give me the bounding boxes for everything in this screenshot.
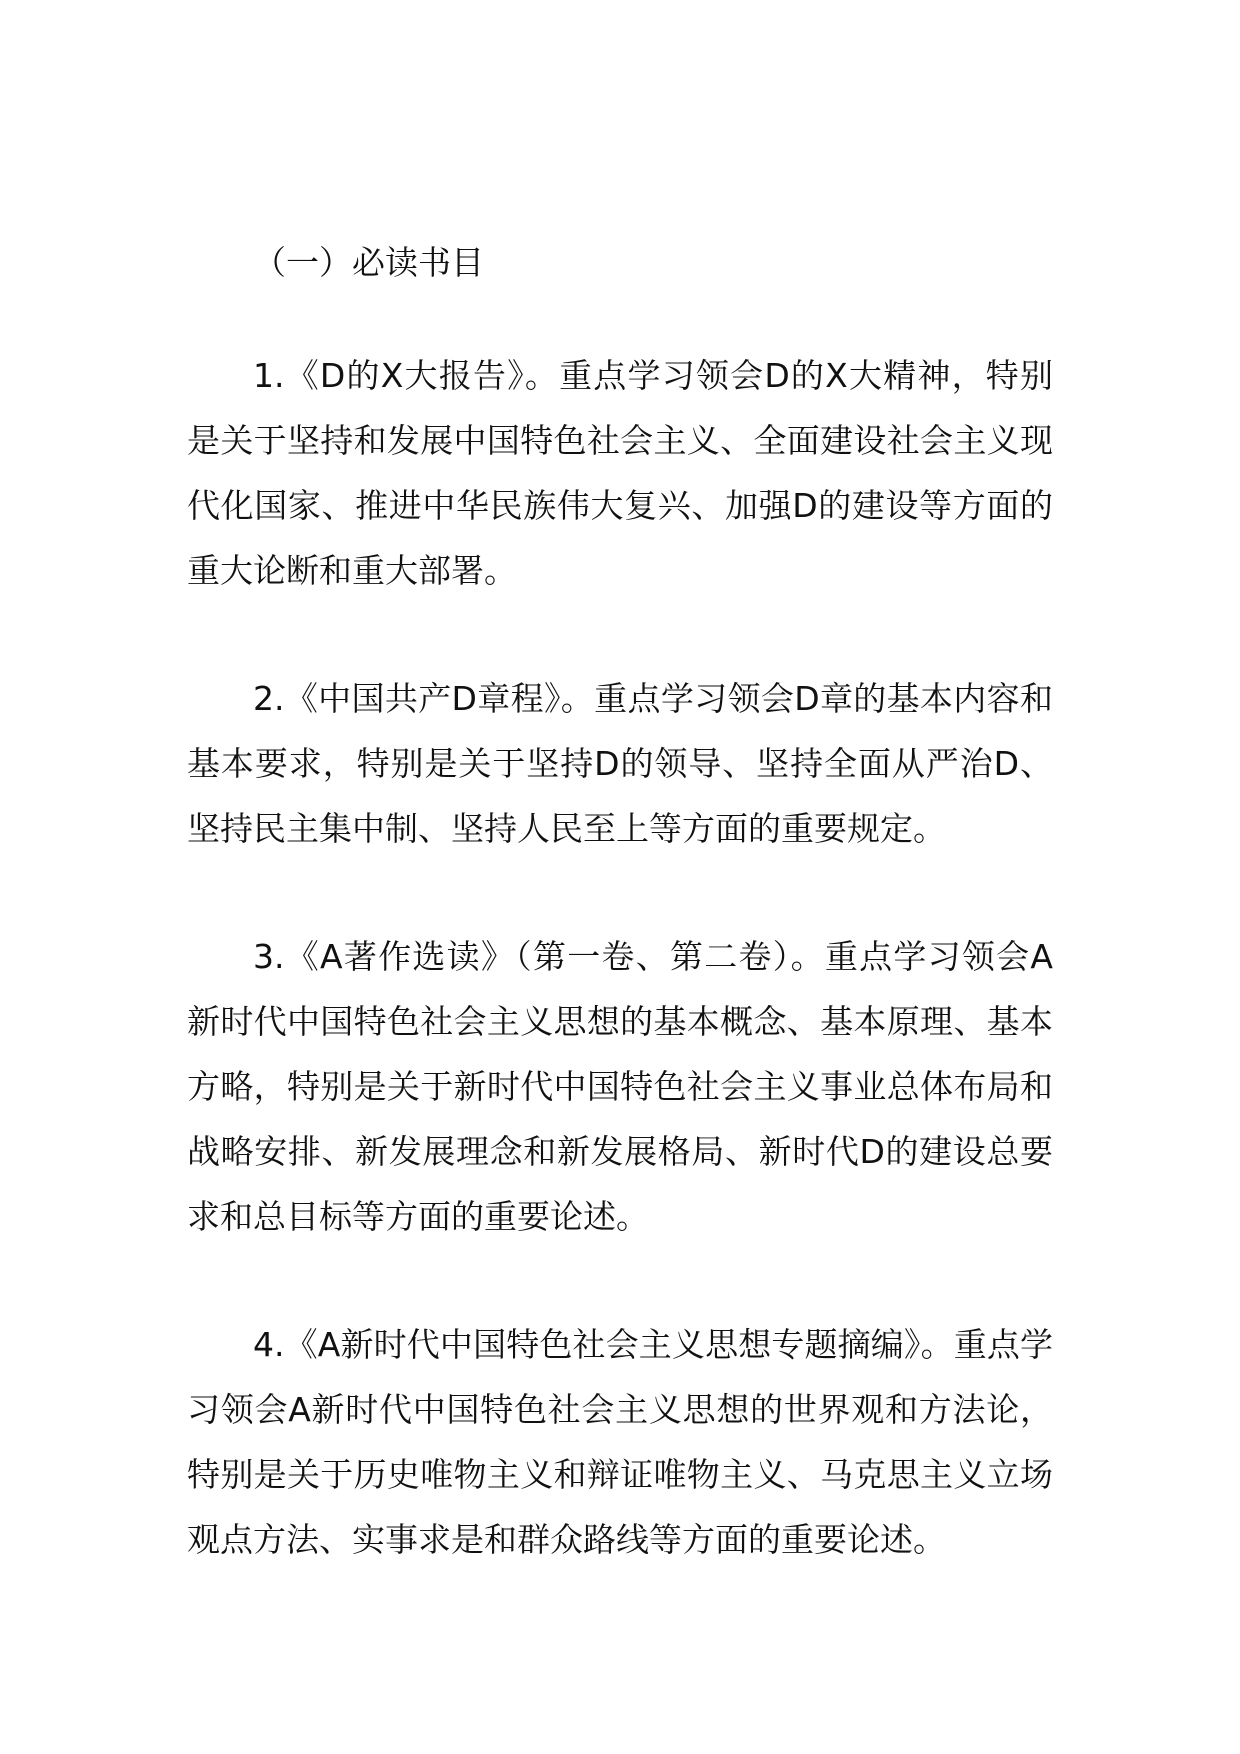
paragraph-item-1: 1.《D的X大报告》。重点学习领会D的X大精神，特别是关于坚持和发展中国特色社会主义、全面建设社会主义现代化国家、推进中华民族伟大复兴、加强D的建设等方面的重大论断和重大部署。 [187, 356, 1053, 590]
paragraph-item-4: 4.《A新时代中国特色社会主义思想专题摘编》。重点学习领会A新时代中国特色社会主义思想的世界观和方法论，特别是关于历史唯物主义和辩证唯物主义、马克思主义立场观点方法、实事求是和群众路线等方面的重要论述。 [187, 1325, 1053, 1559]
paragraph-item-2: 2.《中国共产D章程》。重点学习领会D章的基本内容和基本要求，特别是关于坚持D的领导、坚持全面从严治D、坚持民主集中制、坚持人民至上等方面的重要规定。 [187, 679, 1053, 848]
section-heading: （一）必读书目 [253, 243, 484, 282]
document-body [187, 230, 1053, 1572]
paragraph-item-3: 3.《A著作选读》（第一卷、第二卷）。重点学习领会A新时代中国特色社会主义思想的基本概念、基本原理、基本方略，特别是关于新时代中国特色社会主义事业总体布局和战略安排、新发展理念和新发展格局、新时代D的建设总要求和总目标等方面的重要论述。 [187, 937, 1053, 1236]
